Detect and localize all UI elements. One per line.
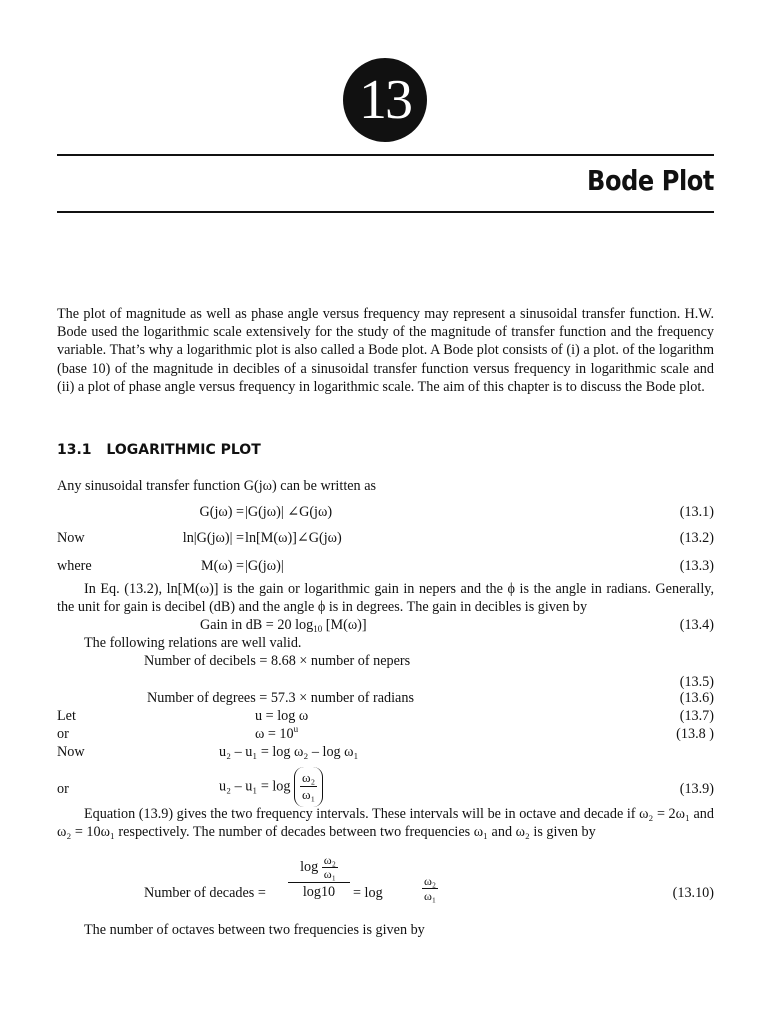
eq9-numerator: ω₂ [302,770,316,785]
eq1-number: (13.1) [679,504,714,520]
eq9-parentheses [294,767,323,807]
eq8-label: or [57,726,69,742]
equation-13-1 [57,503,714,521]
octaves-line [57,921,714,939]
eq10-denominator: log10 [302,884,336,900]
chapter-number: 13 [359,69,411,131]
eq3-label: where [57,558,92,574]
eq1-rhs: |G(jω)| ∠G(jω) [245,504,333,520]
eq6-number: (13.6) [679,690,714,706]
equation-13-10 [57,853,714,920]
section-number: 13.1 [57,442,92,458]
eq10-numerator [288,854,350,883]
eq10-right-fraction [422,874,438,903]
relations-line [57,634,714,652]
paragraph-intervals: Equation (13.9) gives the two frequency intervals. These intervals will be in octave and decade if ω₂ = 2ω₁ and ω₂ = 10ω₁ respectively. The number of decades between two frequencies ω₁ and ω₂ is given by [57,806,714,840]
equation-13-2 [57,529,714,547]
title-rule-top [57,154,714,156]
eq3-number: (13.3) [679,558,714,574]
eq10-inner-denominator: ω₁ [323,867,336,881]
eq2-lhs: ln|G(jω)| = [182,530,244,546]
equation-13-9 [57,770,714,802]
eq5-text: Number of decibels = 8.68 × number of nepers [144,653,411,669]
equation-13-3 [57,557,714,575]
equation-13-6 [57,689,714,707]
equation-13-4 [57,616,714,634]
eq9-expression [219,767,323,807]
eq10-log-label: log [300,858,319,875]
eq3-lhs: M(ω) = [201,558,244,574]
eq6-text: Number of degrees = 57.3 × number of radians [147,690,414,706]
lead-text: Any sinusoidal transfer function G(jω) can be written as [57,478,377,494]
equation-13-8 [57,725,714,743]
lead-line [57,477,714,495]
eq4-expression [200,616,367,634]
section-title: LOGARITHMIC PLOT [106,442,261,458]
eq10-right-denominator: ω₁ [424,889,437,903]
eq2-rhs: ln[M(ω)]∠G(jω) [245,530,342,546]
eq-now-text: u₂ – u₁ = log ω₂ – log ω₁ [219,744,359,760]
eq1-lhs: G(jω) = [199,504,244,520]
eq9-denominator: ω₁ [302,787,316,802]
title-rule-bottom [57,211,714,213]
eq9-label: or [57,781,69,797]
intro-paragraph: The plot of magnitude as well as phase angle versus frequency may represent a sinusoidal transfer function. H.W. Bode used the logarithmic scale extensively for the study of the magnitude of transfer function and the frequency variable. That’s why a logarithmic plot is also called a Bode plot. A Bode plot consists of (i) a plot. of the logarithm (base 10) of the magnitude in decibles of a sinusoidal transfer function versus frequency in logarithmic scale and (ii) a plot of phase angle versus frequency in logarithmic scale. The aim of this chapter is to discuss the Bode plot. [57,306,714,395]
eq7-number: (13.7) [679,708,714,724]
eq4-text: Gain in dB = 20 log [200,617,314,633]
relations-text: The following relations are well valid. [84,635,302,651]
equation-13-5-text [57,652,714,670]
eq3-rhs: |G(jω)| [245,558,284,574]
eq8-number: (13.8 ) [676,726,714,742]
eq2-label: Now [57,530,85,546]
octaves-text: The number of octaves between two frequencies is given by [84,922,425,938]
eq10-mid: = log [353,885,383,901]
eq-now-label: Now [57,744,85,760]
paragraph-gain: In Eq. (13.2), ln[M(ω)] is the gain or logarithmic gain in nepers and the ϕ is the angle in radians. Generally, the unit for gain is decibel (dB) and the angle ϕ is in degrees. The gain in decibles is given by [57,581,714,615]
eq10-inner-fraction [322,854,338,881]
equation-13-7 [57,707,714,725]
eq10-lhs: Number of decades = [144,885,266,901]
eq9-fraction [300,770,317,803]
eq5-number: (13.5) [679,674,714,690]
eq4-sub: 10 [313,624,323,634]
eq7-label: Let [57,708,76,724]
eq10-right-numerator: ω₂ [424,874,437,888]
section-heading [57,442,261,458]
eq4-tail: [M(ω)] [322,617,367,633]
eq10-inner-numerator: ω₂ [323,853,336,867]
eq8-sup: u [293,724,299,734]
eq7-text: u = log ω [255,708,309,724]
chapter-title: Bode Plot [587,164,714,197]
eq9-number: (13.9) [679,781,714,797]
eq8-expression [255,725,298,743]
eq8-text: ω = 10 [255,726,294,742]
eq10-big-fraction [288,854,350,901]
eq9-lhs: u₂ – u₁ = log [219,778,291,795]
eq10-right-fraction-inner [422,874,438,903]
chapter-number-badge [343,58,427,142]
equation-now [57,743,714,761]
eq10-number: (13.10) [672,885,714,901]
eq4-number: (13.4) [679,617,714,633]
eq2-number: (13.2) [679,530,714,546]
